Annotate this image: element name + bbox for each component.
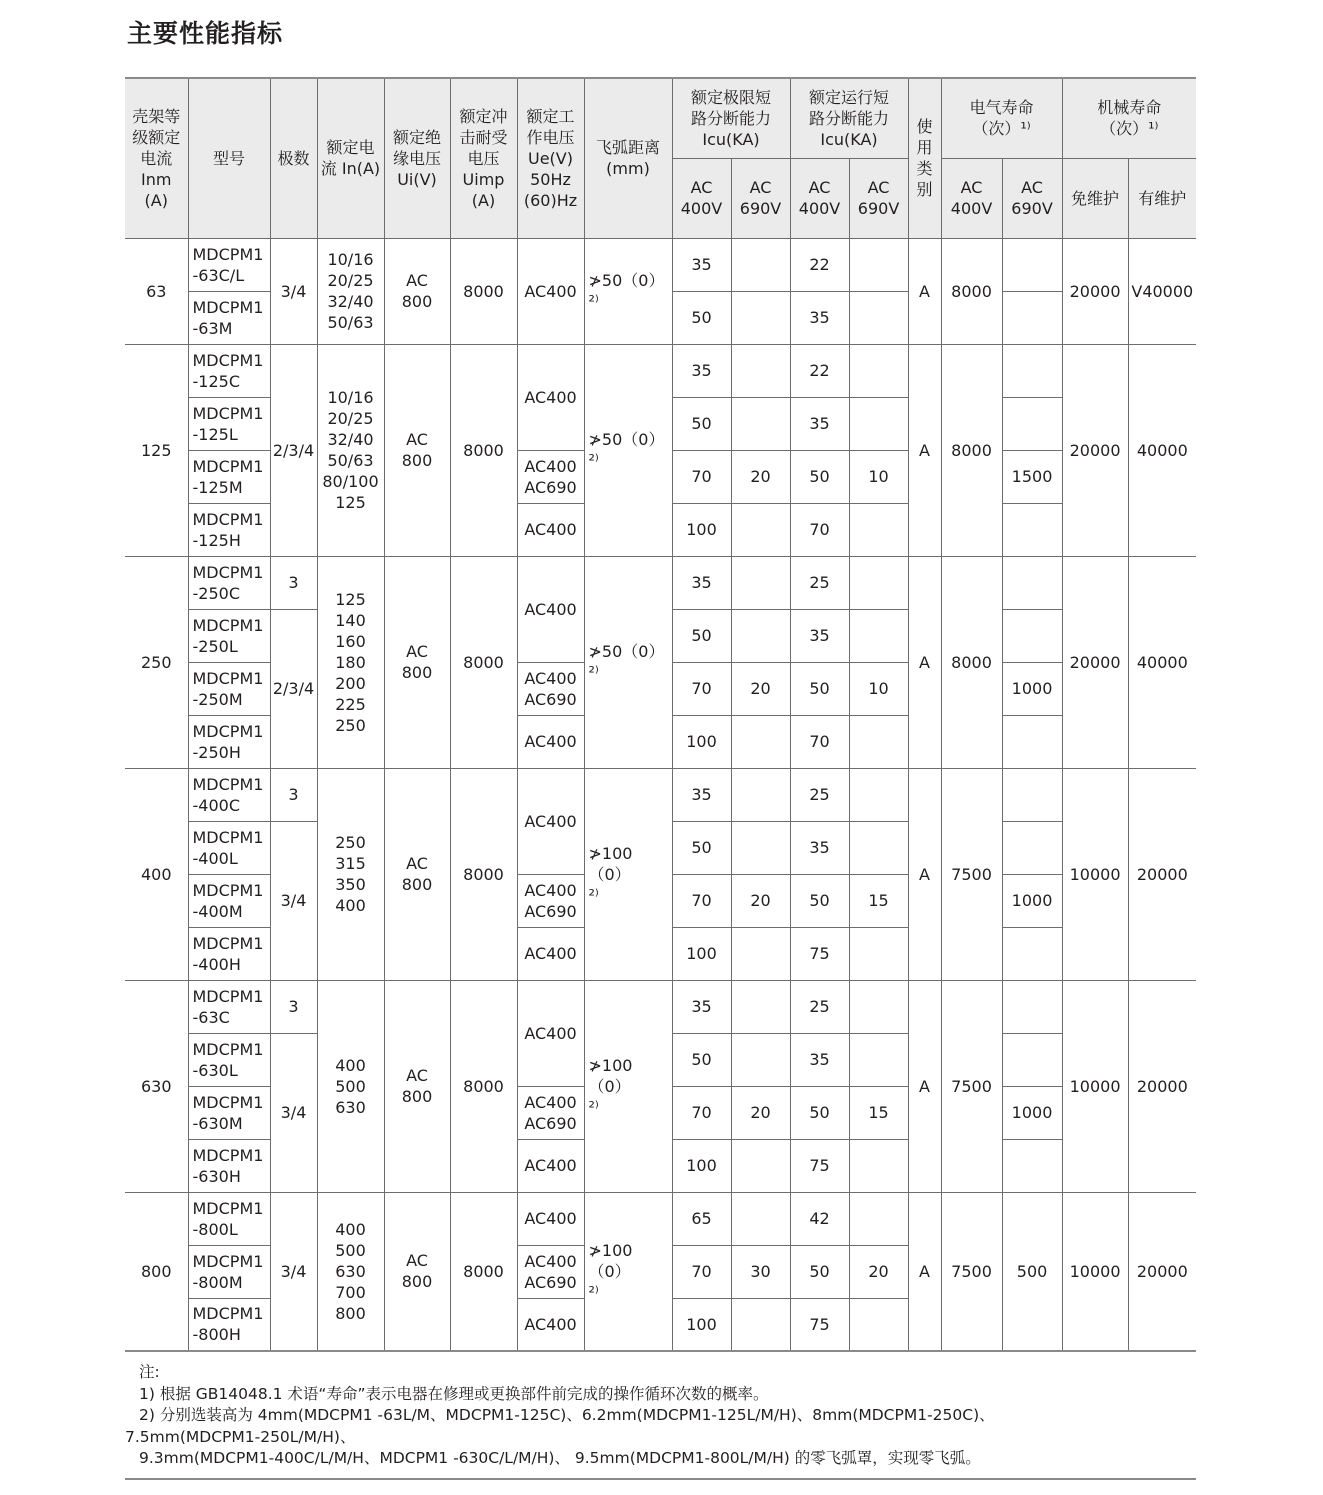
header-poles: 极数 [270, 78, 317, 238]
header-category: 使 用 类 别 [908, 78, 941, 238]
icu-ac690-cell [731, 1033, 790, 1086]
model-cell: MDCPM1 -800H [188, 1298, 270, 1351]
icu-ac400-cell: 100 [672, 503, 731, 556]
icu-ac400-cell: 70 [672, 662, 731, 715]
model-cell: MDCPM1 -125H [188, 503, 270, 556]
ics-ac690-cell [849, 715, 908, 768]
working-voltage-cell: AC400 [517, 503, 584, 556]
ics-ac400-cell: 35 [790, 609, 849, 662]
mech-life-free-cell: 10000 [1062, 1192, 1128, 1351]
model-cell: MDCPM1 -800L [188, 1192, 270, 1245]
working-voltage-cell: AC400 [517, 238, 584, 344]
icu-ac690-cell [731, 609, 790, 662]
header-insulation-voltage: 额定绝 缘电压 Ui(V) [384, 78, 450, 238]
model-cell: MDCPM1 -125M [188, 450, 270, 503]
poles-cell: 3/4 [270, 821, 317, 980]
insulation-voltage-cell: AC 800 [384, 1192, 450, 1351]
insulation-voltage-cell: AC 800 [384, 980, 450, 1192]
elec-life-ac400-cell: 8000 [941, 238, 1002, 344]
ics-ac400-cell: 22 [790, 238, 849, 291]
frame-current-cell: 250 [125, 556, 188, 768]
arc-distance-cell: ≯50（0）²⁾ [584, 344, 672, 556]
table-row [125, 1192, 1196, 1245]
arc-distance-cell: ≯100（0） ²⁾ [584, 1192, 672, 1351]
icu-ac400-cell: 70 [672, 1245, 731, 1298]
model-cell: MDCPM1 -125L [188, 397, 270, 450]
poles-cell: 3/4 [270, 1033, 317, 1192]
working-voltage-cell: AC400 [517, 715, 584, 768]
icu-ac400-cell: 35 [672, 768, 731, 821]
model-cell: MDCPM1 -400M [188, 874, 270, 927]
icu-ac400-cell: 100 [672, 1298, 731, 1351]
icu-ac690-cell [731, 238, 790, 291]
ics-ac400-cell: 75 [790, 1298, 849, 1351]
model-cell: MDCPM1 -63M [188, 291, 270, 344]
elec-life-ac690-cell: 500 [1002, 1192, 1062, 1351]
elec-life-ac690-cell [1002, 238, 1062, 291]
poles-cell: 2/3/4 [270, 344, 317, 556]
header-impulse-voltage: 额定冲 击耐受 电压 Uimp (A) [450, 78, 517, 238]
elec-life-ac690-cell [1002, 503, 1062, 556]
ics-ac400-cell: 50 [790, 874, 849, 927]
subheader-ics-ac690: AC 690V [849, 158, 908, 238]
model-cell: MDCPM1 -63C [188, 980, 270, 1033]
working-voltage-cell: AC400 [517, 768, 584, 874]
ics-ac400-cell: 35 [790, 397, 849, 450]
note-2-continued: 7.5mm(MDCPM1-250L/M/H)、 [125, 1427, 356, 1446]
note-2-continued: 9.3mm(MDCPM1-400C/L/M/H、MDCPM1 -630C/L/M/H)、 9.5mm(MDCPM1-800L/M/H) 的零飞弧罩，实现零飞弧。 [139, 1449, 981, 1467]
mech-life-maint-cell: 20000 [1128, 768, 1196, 980]
ics-ac690-cell [849, 821, 908, 874]
icu-ac690-cell [731, 927, 790, 980]
table-row [125, 344, 1196, 397]
rated-current-cell: 400 500 630 [317, 980, 384, 1192]
model-cell: MDCPM1 -630M [188, 1086, 270, 1139]
model-cell: MDCPM1 -250H [188, 715, 270, 768]
working-voltage-cell: AC400 [517, 980, 584, 1086]
icu-ac400-cell: 70 [672, 874, 731, 927]
ics-ac400-cell: 25 [790, 980, 849, 1033]
insulation-voltage-cell: AC 800 [384, 238, 450, 344]
icu-ac400-cell: 50 [672, 821, 731, 874]
ics-ac400-cell: 50 [790, 450, 849, 503]
ics-ac690-cell: 10 [849, 662, 908, 715]
ics-ac690-cell [849, 1298, 908, 1351]
rated-current-cell: 250 315 350 400 [317, 768, 384, 980]
elec-life-ac690-cell [1002, 556, 1062, 609]
model-cell: MDCPM1 -250M [188, 662, 270, 715]
ics-ac400-cell: 22 [790, 344, 849, 397]
ics-ac400-cell: 35 [790, 821, 849, 874]
icu-ac690-cell [731, 291, 790, 344]
arc-distance-cell: ≯50（0）²⁾ [584, 556, 672, 768]
elec-life-ac690-cell [1002, 927, 1062, 980]
ics-ac690-cell [849, 980, 908, 1033]
poles-cell: 3/4 [270, 238, 317, 344]
header-model: 型号 [188, 78, 270, 238]
arc-distance-cell: ≯100（0） ²⁾ [584, 768, 672, 980]
icu-ac400-cell: 35 [672, 556, 731, 609]
frame-current-cell: 125 [125, 344, 188, 556]
ics-ac400-cell: 75 [790, 1139, 849, 1192]
footnotes [125, 1362, 1196, 1480]
ics-ac690-cell [849, 1139, 908, 1192]
icu-ac400-cell: 35 [672, 980, 731, 1033]
rated-current-cell: 10/16 20/25 32/40 50/63 [317, 238, 384, 344]
page-title: 主要性能指标 [127, 19, 284, 48]
working-voltage-cell: AC400 [517, 1139, 584, 1192]
icu-ac690-cell [731, 715, 790, 768]
frame-current-cell: 400 [125, 768, 188, 980]
model-cell: MDCPM1 -63C/L [188, 238, 270, 291]
model-cell: MDCPM1 -400L [188, 821, 270, 874]
mech-life-free-cell: 20000 [1062, 238, 1128, 344]
icu-ac690-cell [731, 397, 790, 450]
ics-ac690-cell [849, 344, 908, 397]
ics-ac400-cell: 25 [790, 556, 849, 609]
subheader-ics-ac400: AC 400V [790, 158, 849, 238]
icu-ac690-cell: 20 [731, 662, 790, 715]
elec-life-ac690-cell [1002, 609, 1062, 662]
ics-ac690-cell [849, 291, 908, 344]
elec-life-ac400-cell: 8000 [941, 556, 1002, 768]
elec-life-ac400-cell: 7500 [941, 1192, 1002, 1351]
working-voltage-cell: AC400 AC690 [517, 662, 584, 715]
icu-ac690-cell [731, 1192, 790, 1245]
elec-life-ac690-cell: 1000 [1002, 1086, 1062, 1139]
mech-life-free-cell: 10000 [1062, 768, 1128, 980]
elec-life-ac690-cell [1002, 291, 1062, 344]
icu-ac400-cell: 70 [672, 1086, 731, 1139]
mech-life-free-cell: 10000 [1062, 980, 1128, 1192]
ics-ac400-cell: 35 [790, 1033, 849, 1086]
ics-ac400-cell: 42 [790, 1192, 849, 1245]
category-cell: A [908, 768, 941, 980]
ics-ac400-cell: 50 [790, 1086, 849, 1139]
table-row [125, 556, 1196, 609]
elec-life-ac400-cell: 7500 [941, 980, 1002, 1192]
working-voltage-cell: AC400 [517, 1298, 584, 1351]
mech-life-maint-cell: V40000 [1128, 238, 1196, 344]
icu-ac690-cell: 20 [731, 450, 790, 503]
category-cell: A [908, 556, 941, 768]
poles-cell: 2/3/4 [270, 609, 317, 768]
table-body [125, 238, 1196, 1351]
ics-ac400-cell: 70 [790, 503, 849, 556]
ics-ac690-cell [849, 1192, 908, 1245]
ics-ac690-cell [849, 609, 908, 662]
icu-ac400-cell: 50 [672, 1033, 731, 1086]
ics-ac690-cell [849, 556, 908, 609]
icu-ac690-cell [731, 821, 790, 874]
category-cell: A [908, 344, 941, 556]
working-voltage-cell: AC400 AC690 [517, 1086, 584, 1139]
working-voltage-cell: AC400 AC690 [517, 874, 584, 927]
ics-ac400-cell: 50 [790, 1245, 849, 1298]
subheader-elec-ac690: AC 690V [1002, 158, 1062, 238]
note-2: 2) 分别选装高为 4mm(MDCPM1 -63L/M、MDCPM1-125C)、6.2mm(MDCPM1-125L/M/H)、8mm(MDCPM1-250C)、 [139, 1406, 995, 1424]
subheader-icu-ac690: AC 690V [731, 158, 790, 238]
note-1: 1) 根据 GB14048.1 术语“寿命”表示电器在修理或更换部件前完成的操作循环次数的概率。 [139, 1384, 769, 1403]
insulation-voltage-cell: AC 800 [384, 768, 450, 980]
icu-ac400-cell: 100 [672, 927, 731, 980]
frame-current-cell: 630 [125, 980, 188, 1192]
ics-ac690-cell [849, 1033, 908, 1086]
elec-life-ac690-cell [1002, 715, 1062, 768]
ics-ac400-cell: 25 [790, 768, 849, 821]
rated-current-cell: 10/16 20/25 32/40 50/63 80/100 125 [317, 344, 384, 556]
icu-ac690-cell: 20 [731, 1086, 790, 1139]
elec-life-ac690-cell [1002, 397, 1062, 450]
model-cell: MDCPM1 -400C [188, 768, 270, 821]
header-electrical-life: 电气寿命 （次）¹⁾ [941, 78, 1062, 158]
mech-life-maint-cell: 40000 [1128, 556, 1196, 768]
subheader-icu-ac400: AC 400V [672, 158, 731, 238]
icu-ac400-cell: 65 [672, 1192, 731, 1245]
icu-ac400-cell: 50 [672, 397, 731, 450]
subheader-elec-ac400: AC 400V [941, 158, 1002, 238]
elec-life-ac690-cell [1002, 821, 1062, 874]
impulse-voltage-cell: 8000 [450, 556, 517, 768]
model-cell: MDCPM1 -630H [188, 1139, 270, 1192]
ics-ac400-cell: 35 [790, 291, 849, 344]
mech-life-maint-cell: 20000 [1128, 980, 1196, 1192]
icu-ac690-cell [731, 344, 790, 397]
mech-life-maint-cell: 20000 [1128, 1192, 1196, 1351]
header-mechanical-life: 机械寿命 （次）¹⁾ [1062, 78, 1196, 158]
mech-life-maint-cell: 40000 [1128, 344, 1196, 556]
frame-current-cell: 63 [125, 238, 188, 344]
header-working-voltage: 额定工 作电压 Ue(V) 50Hz (60)Hz [517, 78, 584, 238]
impulse-voltage-cell: 8000 [450, 344, 517, 556]
poles-cell: 3 [270, 556, 317, 609]
model-cell: MDCPM1 -125C [188, 344, 270, 397]
elec-life-ac690-cell: 1000 [1002, 874, 1062, 927]
working-voltage-cell: AC400 AC690 [517, 450, 584, 503]
ics-ac400-cell: 75 [790, 927, 849, 980]
working-voltage-cell: AC400 AC690 [517, 1245, 584, 1298]
icu-ac690-cell: 20 [731, 874, 790, 927]
icu-ac690-cell [731, 1298, 790, 1351]
elec-life-ac690-cell [1002, 1139, 1062, 1192]
impulse-voltage-cell: 8000 [450, 980, 517, 1192]
model-cell: MDCPM1 -250C [188, 556, 270, 609]
impulse-voltage-cell: 8000 [450, 1192, 517, 1351]
elec-life-ac400-cell: 8000 [941, 344, 1002, 556]
icu-ac400-cell: 70 [672, 450, 731, 503]
icu-ac400-cell: 50 [672, 609, 731, 662]
elec-life-ac690-cell [1002, 768, 1062, 821]
arc-distance-cell: ≯100（0） ²⁾ [584, 980, 672, 1192]
ics-ac690-cell: 10 [849, 450, 908, 503]
rated-current-cell: 400 500 630 700 800 [317, 1192, 384, 1351]
category-cell: A [908, 980, 941, 1192]
insulation-voltage-cell: AC 800 [384, 344, 450, 556]
notes-title: 注: [139, 1363, 160, 1381]
ics-ac690-cell: 20 [849, 1245, 908, 1298]
ics-ac400-cell: 70 [790, 715, 849, 768]
elec-life-ac690-cell: 1000 [1002, 662, 1062, 715]
ics-ac690-cell [849, 397, 908, 450]
frame-current-cell: 800 [125, 1192, 188, 1351]
ics-ac690-cell [849, 768, 908, 821]
header-icu: 额定极限短 路分断能力 Icu(KA) [672, 78, 790, 158]
model-cell: MDCPM1 -400H [188, 927, 270, 980]
table-row [125, 980, 1196, 1033]
model-cell: MDCPM1 -250L [188, 609, 270, 662]
ics-ac690-cell [849, 238, 908, 291]
performance-table [125, 77, 1196, 1352]
header-frame-current: 壳架等 级额定 电流 Inm (A) [125, 78, 188, 238]
icu-ac400-cell: 35 [672, 238, 731, 291]
mech-life-free-cell: 20000 [1062, 556, 1128, 768]
ics-ac400-cell: 50 [790, 662, 849, 715]
ics-ac690-cell [849, 503, 908, 556]
header-arc-distance: 飞弧距离 (mm) [584, 78, 672, 238]
elec-life-ac690-cell [1002, 980, 1062, 1033]
icu-ac400-cell: 35 [672, 344, 731, 397]
poles-cell: 3 [270, 980, 317, 1033]
model-cell: MDCPM1 -800M [188, 1245, 270, 1298]
mech-life-free-cell: 20000 [1062, 344, 1128, 556]
elec-life-ac690-cell [1002, 344, 1062, 397]
ics-ac690-cell: 15 [849, 874, 908, 927]
elec-life-ac400-cell: 7500 [941, 768, 1002, 980]
header-rated-current: 额定电 流 In(A) [317, 78, 384, 238]
icu-ac690-cell [731, 1139, 790, 1192]
ics-ac690-cell: 15 [849, 1086, 908, 1139]
working-voltage-cell: AC400 [517, 556, 584, 662]
poles-cell: 3 [270, 768, 317, 821]
icu-ac690-cell [731, 503, 790, 556]
table-header [125, 78, 1196, 238]
icu-ac400-cell: 100 [672, 715, 731, 768]
impulse-voltage-cell: 8000 [450, 768, 517, 980]
icu-ac690-cell [731, 768, 790, 821]
category-cell: A [908, 1192, 941, 1351]
arc-distance-cell: ≯50（0）²⁾ [584, 238, 672, 344]
icu-ac690-cell: 30 [731, 1245, 790, 1298]
icu-ac690-cell [731, 556, 790, 609]
rated-current-cell: 125 140 160 180 200 225 250 [317, 556, 384, 768]
impulse-voltage-cell: 8000 [450, 238, 517, 344]
table-row [125, 238, 1196, 291]
working-voltage-cell: AC400 [517, 344, 584, 450]
subheader-maint: 有维护 [1128, 158, 1196, 238]
category-cell: A [908, 238, 941, 344]
ics-ac690-cell [849, 927, 908, 980]
working-voltage-cell: AC400 [517, 1192, 584, 1245]
subheader-maint-free: 免维护 [1062, 158, 1128, 238]
icu-ac400-cell: 50 [672, 291, 731, 344]
header-ics: 额定运行短 路分断能力 Icu(KA) [790, 78, 908, 158]
elec-life-ac690-cell [1002, 1033, 1062, 1086]
working-voltage-cell: AC400 [517, 927, 584, 980]
icu-ac400-cell: 100 [672, 1139, 731, 1192]
poles-cell: 3/4 [270, 1192, 317, 1351]
model-cell: MDCPM1 -630L [188, 1033, 270, 1086]
icu-ac690-cell [731, 980, 790, 1033]
elec-life-ac690-cell: 1500 [1002, 450, 1062, 503]
table-row [125, 768, 1196, 821]
insulation-voltage-cell: AC 800 [384, 556, 450, 768]
